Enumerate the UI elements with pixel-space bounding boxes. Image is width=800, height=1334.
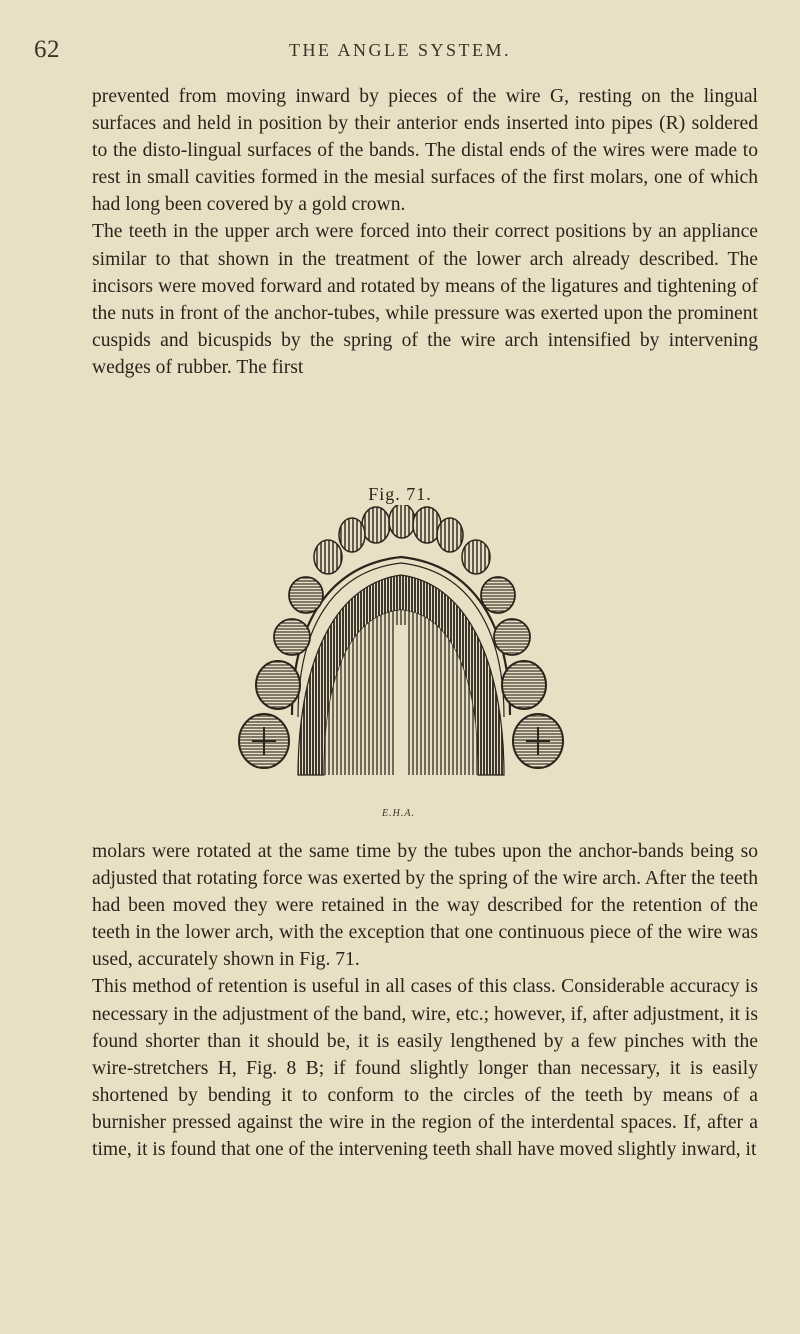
molar-tooth [502, 661, 546, 709]
incisor-tooth [339, 518, 365, 552]
incisor-tooth [389, 505, 415, 538]
bicuspid-tooth [289, 577, 323, 613]
incisor-tooth [437, 518, 463, 552]
cuspid-tooth [314, 540, 342, 574]
molar-tooth [256, 661, 300, 709]
upper-arch-illustration [228, 505, 574, 805]
dental-arch-figure [228, 505, 574, 805]
figure-caption: Fig. 71. [368, 484, 432, 504]
body-text-bottom [92, 838, 758, 1163]
paragraph: This method of retention is useful in all cases of this class. Considerable accuracy is necessary in the adjustment of the band, wire, etc.; however, if, after adjustment, it is found shorter than it should be, it is easily lengthened by a few pinches with the wire-stretchers H, Fig. 8 B; if found slightly longer than necessary, it is easily shortened by bending it to conform to the circles of the teeth by means of a burnisher pressed against the wire in the region of the interdental spaces. If, after a time, it is found that one of the intervening teeth shall have moved slightly inward, it [92, 976, 758, 1161]
body-text-top [92, 83, 758, 381]
running-head [0, 36, 800, 66]
page-number: 62 [34, 36, 60, 63]
illustrator-signature: E.H.A. [382, 808, 415, 819]
bicuspid-tooth [494, 619, 530, 655]
cuspid-tooth [462, 540, 490, 574]
palate-midline [396, 625, 406, 775]
running-title: THE ANGLE SYSTEM. [289, 40, 511, 60]
paragraph: prevented from moving inward by pieces of the wire G, resting on the lingual surfaces and held in position by their anterior ends inserted into pipes (R) soldered to the disto-lingual surfaces of the bands. The distal ends of the wires were made to rest in small cavities formed in the mesial surfaces of the first molars, one of which had long been covered by a gold crown. [92, 86, 758, 216]
paragraph: molars were rotated at the same time by the tubes upon the anchor-bands being so adjusted that rotating force was exerted by the spring of the wire arch. After the teeth had been moved they were retained in the way described for the retention of the teeth in the lower arch, with the exception that one continuous piece of the wire was used, accurately shown in Fig. 71. [92, 841, 758, 971]
incisor-tooth [362, 507, 390, 543]
bicuspid-tooth [481, 577, 515, 613]
bicuspid-tooth [274, 619, 310, 655]
paragraph: The teeth in the upper arch were forced into their correct positions by an appliance similar to that shown in the treatment of the lower arch already described. The incisors were moved forward and rotated by means of the ligatures and tightening of the nuts in front of the anchor-tubes, while pressure was exerted upon the prominent cuspids and bicuspids by the spring of the wire arch intensified by intervening wedges of rubber. The first [92, 221, 758, 378]
